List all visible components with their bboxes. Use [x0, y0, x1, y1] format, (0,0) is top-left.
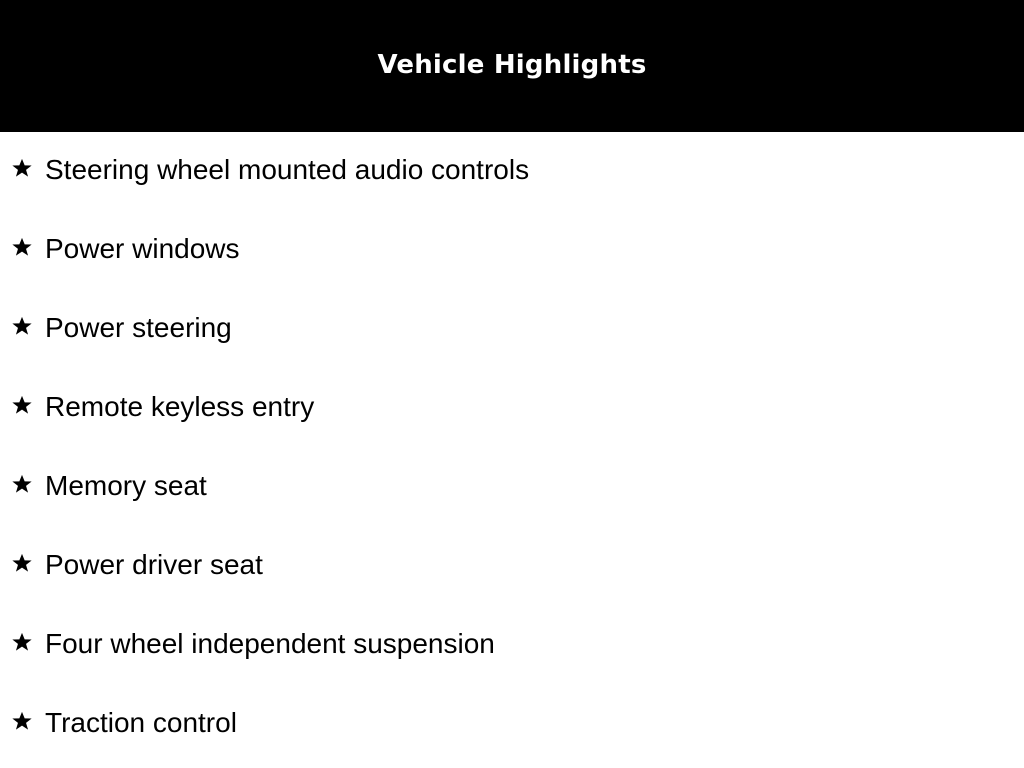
star-icon — [11, 236, 33, 258]
star-icon — [11, 473, 33, 495]
list-item-label: Power windows — [45, 233, 240, 264]
star-icon — [11, 157, 33, 179]
list-item-label: Remote keyless entry — [45, 391, 315, 422]
list-item — [0, 391, 1024, 470]
list-item — [0, 233, 1024, 312]
list-item-label: Power driver seat — [45, 549, 263, 580]
star-icon — [11, 710, 33, 732]
star-icon — [11, 552, 33, 574]
header-bar — [0, 0, 1024, 132]
list-item-label: Four wheel independent suspension — [45, 628, 495, 659]
list-item — [0, 549, 1024, 628]
list-item-label: Power steering — [45, 312, 232, 343]
star-icon — [11, 315, 33, 337]
star-icon — [11, 631, 33, 653]
list-item — [0, 707, 1024, 768]
star-icon — [11, 394, 33, 416]
list-item — [0, 312, 1024, 391]
highlights-list — [0, 154, 1024, 768]
list-item — [0, 628, 1024, 707]
list-item-label: Traction control — [45, 707, 237, 738]
list-item — [0, 154, 1024, 233]
list-item-label: Steering wheel mounted audio controls — [45, 154, 530, 185]
page-title: Vehicle Highlights — [377, 50, 647, 80]
list-item-label: Memory seat — [45, 470, 207, 501]
list-item — [0, 470, 1024, 549]
